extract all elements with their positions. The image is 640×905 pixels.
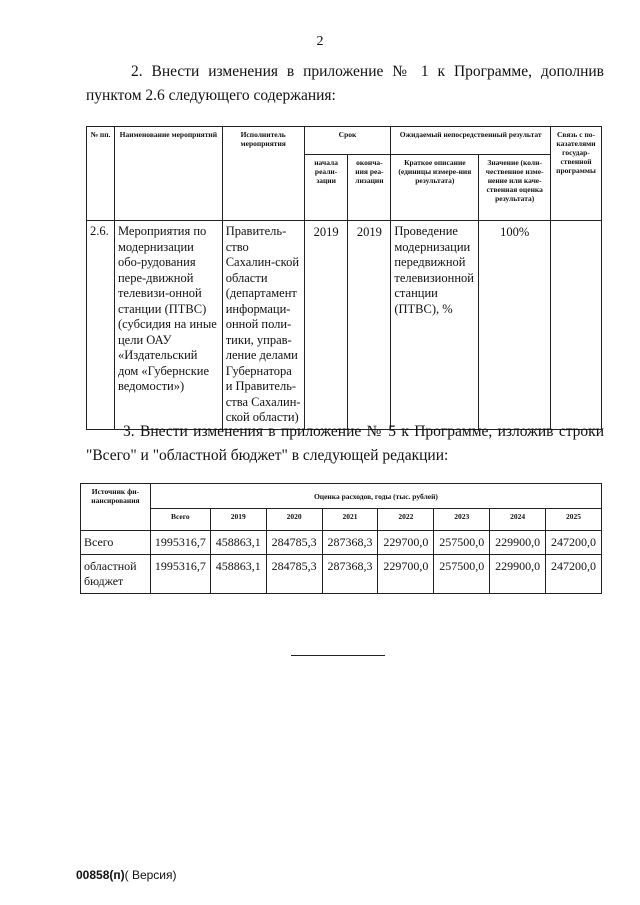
cell-value: 284785,3 bbox=[266, 531, 322, 555]
header-expected: Ожидаемый непосредственный результат bbox=[391, 127, 551, 155]
col-2019: 2019 bbox=[210, 509, 266, 531]
cell-value: 247200,0 bbox=[546, 555, 602, 594]
col-2024: 2024 bbox=[490, 509, 546, 531]
header-executor: Исполнитель мероприятия bbox=[222, 127, 304, 221]
col-2022: 2022 bbox=[378, 509, 434, 531]
col-total: Всего bbox=[150, 509, 210, 531]
header-num: № пп. bbox=[87, 127, 115, 221]
cell-value: 257500,0 bbox=[434, 555, 490, 594]
row-num: 2.6. bbox=[87, 221, 115, 430]
measures-table bbox=[86, 126, 602, 430]
row-start: 2019 bbox=[304, 221, 348, 430]
table-row bbox=[81, 531, 602, 555]
row-executor: Правитель-ство Сахалин-ской области (департамент информаци-онной поли-тики, управ-ление делами Губернатора и Правитель-ства Сахалин-ской области) bbox=[222, 221, 304, 430]
row-desc: Проведение модернизации передвижной телевизионной станции (ПТВС), % bbox=[391, 221, 479, 430]
header-link: Связь с по-казателями государ-ственной программы bbox=[551, 127, 602, 221]
header-expected-desc: Краткое описание (единицы измере-ния результата) bbox=[391, 155, 479, 221]
header-estimate: Оценка расходов, годы (тыс. рублей) bbox=[150, 484, 601, 509]
col-2023: 2023 bbox=[434, 509, 490, 531]
cell-value: 1995316,7 bbox=[150, 555, 210, 594]
document-code: 00858(п) bbox=[76, 868, 125, 882]
col-2020: 2020 bbox=[266, 509, 322, 531]
cell-value: 229700,0 bbox=[378, 555, 434, 594]
cell-value: 284785,3 bbox=[266, 555, 322, 594]
document-version: ( Версия) bbox=[124, 868, 177, 882]
header-name: Наименование мероприятий bbox=[114, 127, 222, 221]
cell-value: 229700,0 bbox=[378, 531, 434, 555]
col-2025: 2025 bbox=[546, 509, 602, 531]
cell-value: 1995316,7 bbox=[150, 531, 210, 555]
col-2021: 2021 bbox=[322, 509, 378, 531]
row-label: областной бюджет bbox=[81, 555, 151, 594]
cell-value: 287368,3 bbox=[322, 531, 378, 555]
row-end: 2019 bbox=[348, 221, 391, 430]
funding-table bbox=[80, 483, 602, 594]
page-number: 2 bbox=[316, 34, 324, 49]
cell-value: 229900,0 bbox=[490, 555, 546, 594]
paragraph-3: 3. Внести изменения в приложение № 5 к Программе, изложив строки "Всего" и "областной бюджет" в следующей редакции: bbox=[86, 423, 604, 464]
header-expected-value: Значение (коли-чественное изме-нение или каче-ственная оценка результата) bbox=[479, 155, 551, 221]
row-value: 100% bbox=[479, 221, 551, 430]
row-label: Всего bbox=[81, 531, 151, 555]
cell-value: 247200,0 bbox=[546, 531, 602, 555]
row-link bbox=[551, 221, 602, 430]
cell-value: 458863,1 bbox=[210, 555, 266, 594]
cell-value: 287368,3 bbox=[322, 555, 378, 594]
header-term-end: оконча-ния реа-лизации bbox=[348, 155, 391, 221]
cell-value: 229900,0 bbox=[490, 531, 546, 555]
header-source: Источник фи-нансирования bbox=[81, 484, 151, 531]
paragraph-2: 2. Внести изменения в приложение № 1 к Программе, дополнив пунктом 2.6 следующего содержания: bbox=[86, 63, 604, 104]
table-row bbox=[87, 221, 602, 430]
header-term: Срок bbox=[304, 127, 391, 155]
separator-line bbox=[291, 655, 385, 656]
footer bbox=[76, 868, 177, 882]
cell-value: 458863,1 bbox=[210, 531, 266, 555]
row-name: Мероприятия по модернизации обо-рудования пере-движной телевизи-онной станции (ПТВС) (субсидия на иные цели ОАУ «Издательский дом «Губернские ведомости») bbox=[114, 221, 222, 430]
table-row bbox=[81, 555, 602, 594]
header-term-start: начала реали-зации bbox=[304, 155, 348, 221]
cell-value: 257500,0 bbox=[434, 531, 490, 555]
